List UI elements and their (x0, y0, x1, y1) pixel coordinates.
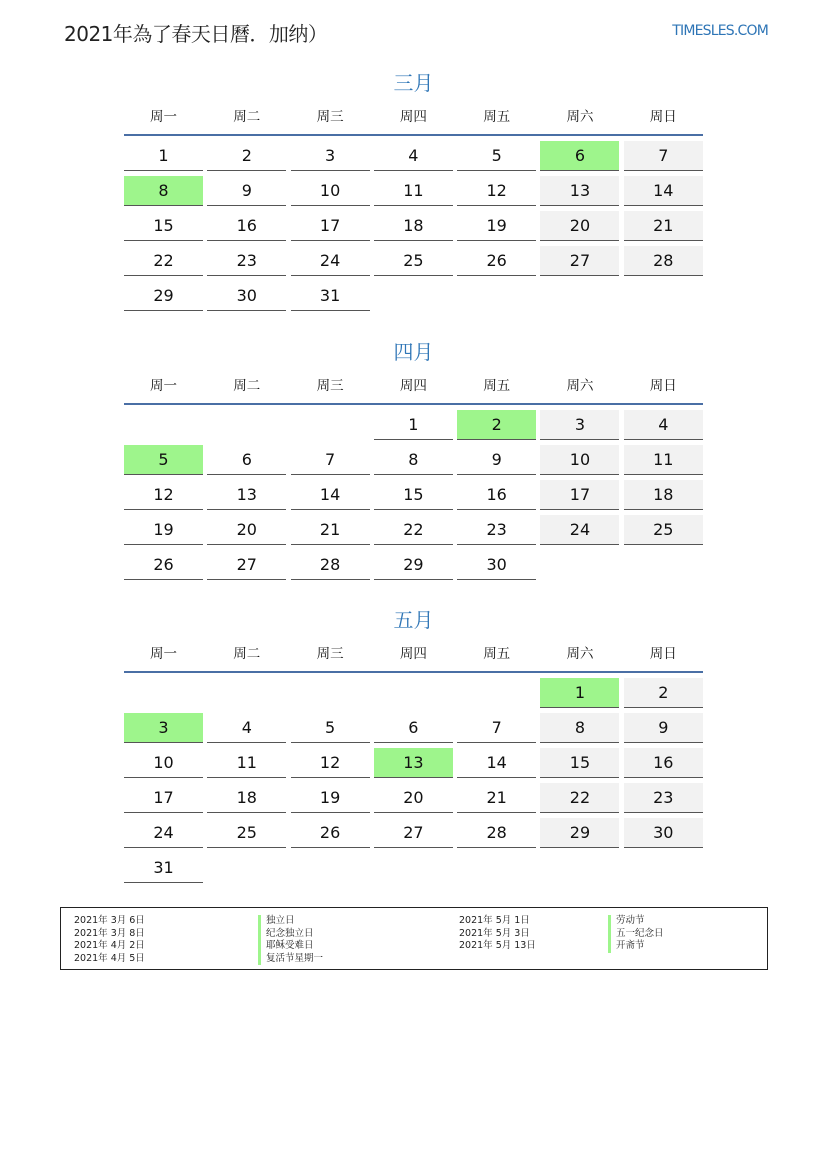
day-cell (374, 211, 453, 241)
day-number: 22 (540, 783, 619, 813)
day-number: 13 (540, 176, 619, 206)
month-title: 四月 (393, 340, 434, 364)
legend-right-names (608, 915, 664, 953)
day-number: 23 (207, 246, 286, 276)
day-cell (291, 246, 370, 276)
weekday-label: 周六 (566, 378, 594, 394)
day-number: 3 (291, 141, 370, 171)
day-cell (124, 853, 203, 883)
empty-cell (291, 410, 370, 440)
holiday-legend (60, 907, 768, 970)
weekday-label: 周四 (399, 378, 427, 394)
weekday-label: 周三 (316, 646, 344, 662)
day-number: 22 (124, 246, 203, 276)
day-cell (624, 445, 703, 475)
day-number: 12 (457, 176, 536, 206)
weekday-label: 周一 (150, 109, 177, 125)
day-number: 27 (540, 246, 619, 276)
day-cell (540, 783, 619, 813)
day-number: 26 (291, 818, 370, 848)
day-number: 9 (207, 176, 286, 206)
day-cell (207, 211, 286, 241)
day-number: 31 (291, 281, 370, 311)
day-cell (124, 748, 203, 778)
day-cell (374, 783, 453, 813)
day-number: 29 (374, 550, 453, 580)
day-cell (540, 818, 619, 848)
legend-date: 2021年 5月 3日 (459, 927, 530, 939)
legend-left-dates (74, 915, 145, 965)
weekday-label: 周二 (233, 109, 261, 125)
header-divider (124, 134, 703, 136)
day-number: 18 (624, 480, 703, 510)
day-grid (124, 141, 703, 311)
day-number: 13 (207, 480, 286, 510)
day-number: 21 (291, 515, 370, 545)
day-number: 15 (540, 748, 619, 778)
day-cell (374, 246, 453, 276)
day-number: 2 (207, 141, 286, 171)
day-number: 20 (207, 515, 286, 545)
day-cell (291, 818, 370, 848)
day-number: 19 (124, 515, 203, 545)
day-cell (374, 480, 453, 510)
day-cell (624, 783, 703, 813)
day-cell (124, 480, 203, 510)
day-number: 19 (457, 211, 536, 241)
day-number: 7 (457, 713, 536, 743)
day-cell (374, 748, 453, 778)
day-number: 27 (207, 550, 286, 580)
day-cell (124, 211, 203, 241)
month-title: 五月 (393, 608, 434, 632)
day-number: 31 (124, 853, 203, 883)
day-cell (207, 783, 286, 813)
day-cell (540, 445, 619, 475)
day-cell (207, 713, 286, 743)
day-cell (124, 176, 203, 206)
day-number: 2 (624, 678, 703, 708)
legend-holiday-name: 开斋节 (608, 940, 664, 953)
day-cell (207, 281, 286, 311)
weekday-header-row (124, 371, 703, 401)
day-number: 16 (457, 480, 536, 510)
weekday-header-row (124, 639, 703, 669)
day-cell (124, 445, 203, 475)
day-cell (457, 748, 536, 778)
empty-cell (207, 410, 286, 440)
site-link[interactable]: TIMESLES.COM (672, 23, 768, 39)
day-number: 4 (207, 713, 286, 743)
weekday-label: 周三 (316, 378, 344, 394)
day-cell (207, 445, 286, 475)
day-cell (540, 211, 619, 241)
day-cell (624, 678, 703, 708)
weekday-label: 周二 (233, 646, 261, 662)
legend-holiday-name: 劳动节 (608, 915, 664, 928)
weekday-label: 周六 (566, 109, 594, 125)
day-number: 24 (124, 818, 203, 848)
day-number: 25 (624, 515, 703, 545)
month-march (124, 68, 703, 311)
legend-right-dates (459, 915, 536, 953)
day-number: 8 (540, 713, 619, 743)
day-cell (540, 176, 619, 206)
day-cell (457, 713, 536, 743)
day-number: 4 (374, 141, 453, 171)
day-number: 25 (207, 818, 286, 848)
holiday-day-number: 6 (540, 141, 619, 171)
day-cell (457, 410, 536, 440)
day-number: 5 (291, 713, 370, 743)
day-number: 20 (540, 211, 619, 241)
day-cell (457, 176, 536, 206)
day-cell (624, 410, 703, 440)
header-divider (124, 403, 703, 405)
day-cell (291, 445, 370, 475)
day-cell (374, 818, 453, 848)
day-cell (207, 141, 286, 171)
day-cell (624, 748, 703, 778)
month-april (124, 337, 703, 580)
weekday-label: 周四 (399, 646, 427, 662)
day-cell (124, 818, 203, 848)
holiday-day-number: 5 (124, 445, 203, 475)
day-cell (124, 550, 203, 580)
holiday-day-number: 1 (540, 678, 619, 708)
weekday-label: 周六 (566, 646, 594, 662)
day-cell (374, 176, 453, 206)
page-title: 2021年為了春天日曆．加纳） (64, 22, 328, 46)
day-cell (540, 748, 619, 778)
day-cell (624, 818, 703, 848)
day-number: 4 (624, 410, 703, 440)
day-cell (374, 550, 453, 580)
day-number: 30 (457, 550, 536, 580)
day-cell (624, 515, 703, 545)
day-cell (374, 515, 453, 545)
legend-date: 2021年 4月 2日 (74, 940, 145, 951)
day-cell (457, 445, 536, 475)
legend-holiday-name: 复活节星期一 (258, 953, 323, 966)
legend-holiday-name: 独立日 (258, 915, 323, 928)
holiday-day-number: 13 (374, 748, 453, 778)
day-cell (540, 141, 619, 171)
day-number: 10 (540, 445, 619, 475)
day-cell (207, 748, 286, 778)
day-cell (374, 410, 453, 440)
holiday-day-number: 2 (457, 410, 536, 440)
empty-cell (374, 678, 453, 708)
weekday-label: 周日 (649, 646, 677, 662)
day-cell (374, 445, 453, 475)
weekday-label: 周三 (316, 109, 344, 125)
day-cell (291, 281, 370, 311)
day-cell (624, 480, 703, 510)
day-number: 3 (540, 410, 619, 440)
weekday-label: 周一 (150, 378, 177, 394)
day-number: 21 (624, 211, 703, 241)
day-number: 15 (124, 211, 203, 241)
legend-holiday-name: 纪念独立日 (258, 928, 323, 941)
legend-date: 2021年 5月 1日 (459, 915, 530, 926)
day-cell (457, 550, 536, 580)
day-cell (291, 211, 370, 241)
weekday-label: 周一 (150, 646, 177, 662)
day-cell (124, 783, 203, 813)
day-cell (540, 515, 619, 545)
day-cell (291, 176, 370, 206)
day-grid (124, 410, 703, 580)
day-cell (457, 818, 536, 848)
empty-cell (457, 678, 536, 708)
day-cell (624, 141, 703, 171)
day-number: 14 (624, 176, 703, 206)
day-number: 24 (540, 515, 619, 545)
day-number: 27 (374, 818, 453, 848)
day-cell (124, 713, 203, 743)
day-number: 28 (457, 818, 536, 848)
day-cell (374, 713, 453, 743)
day-number: 26 (124, 550, 203, 580)
weekday-label: 周四 (399, 109, 427, 125)
day-number: 22 (374, 515, 453, 545)
day-number: 11 (374, 176, 453, 206)
day-cell (457, 211, 536, 241)
day-number: 18 (374, 211, 453, 241)
day-number: 14 (457, 748, 536, 778)
day-cell (624, 176, 703, 206)
weekday-label: 周日 (649, 109, 677, 125)
day-number: 9 (624, 713, 703, 743)
empty-cell (124, 410, 203, 440)
day-number: 20 (374, 783, 453, 813)
day-number: 29 (124, 281, 203, 311)
day-cell (624, 211, 703, 241)
day-cell (207, 515, 286, 545)
day-cell (540, 678, 619, 708)
day-cell (457, 783, 536, 813)
holiday-day-number: 3 (124, 713, 203, 743)
day-cell (291, 713, 370, 743)
weekday-label: 周二 (233, 378, 261, 394)
day-cell (624, 713, 703, 743)
day-number: 30 (207, 281, 286, 311)
day-cell (124, 246, 203, 276)
day-number: 28 (291, 550, 370, 580)
legend-date: 2021年 3月 6日 (74, 915, 145, 926)
day-cell (207, 818, 286, 848)
day-cell (457, 246, 536, 276)
day-cell (374, 141, 453, 171)
day-number: 19 (291, 783, 370, 813)
day-number: 12 (124, 480, 203, 510)
day-cell (291, 783, 370, 813)
day-number: 23 (624, 783, 703, 813)
day-cell (457, 480, 536, 510)
empty-cell (124, 678, 203, 708)
day-number: 12 (291, 748, 370, 778)
holiday-day-number: 8 (124, 176, 203, 206)
empty-cell (207, 678, 286, 708)
day-number: 11 (207, 748, 286, 778)
day-grid (124, 678, 703, 883)
day-cell (207, 480, 286, 510)
legend-holiday-name: 五一纪念日 (608, 928, 664, 941)
day-number: 1 (374, 410, 453, 440)
legend-left-names (258, 915, 323, 965)
legend-holiday-name: 耶稣受难日 (258, 940, 323, 953)
month-may (124, 605, 703, 883)
day-cell (291, 748, 370, 778)
day-number: 28 (624, 246, 703, 276)
day-number: 26 (457, 246, 536, 276)
day-number: 7 (624, 141, 703, 171)
day-number: 10 (124, 748, 203, 778)
day-number: 18 (207, 783, 286, 813)
day-number: 29 (540, 818, 619, 848)
day-cell (291, 141, 370, 171)
day-cell (207, 246, 286, 276)
day-number: 9 (457, 445, 536, 475)
day-cell (457, 141, 536, 171)
day-number: 15 (374, 480, 453, 510)
day-cell (207, 176, 286, 206)
day-cell (124, 141, 203, 171)
day-number: 14 (291, 480, 370, 510)
day-number: 30 (624, 818, 703, 848)
day-cell (291, 515, 370, 545)
day-number: 21 (457, 783, 536, 813)
day-cell (124, 515, 203, 545)
day-number: 23 (457, 515, 536, 545)
header-divider (124, 671, 703, 673)
day-cell (540, 246, 619, 276)
day-cell (540, 410, 619, 440)
day-cell (540, 713, 619, 743)
day-number: 1 (124, 141, 203, 171)
day-number: 11 (624, 445, 703, 475)
day-number: 6 (374, 713, 453, 743)
weekday-label: 周日 (649, 378, 677, 394)
day-number: 16 (207, 211, 286, 241)
weekday-label: 周五 (483, 109, 511, 125)
day-cell (291, 550, 370, 580)
day-number: 17 (291, 211, 370, 241)
day-cell (291, 480, 370, 510)
day-number: 10 (291, 176, 370, 206)
legend-date: 2021年 4月 5日 (74, 952, 145, 964)
day-number: 6 (207, 445, 286, 475)
day-number: 24 (291, 246, 370, 276)
day-number: 17 (540, 480, 619, 510)
legend-date: 2021年 5月 13日 (459, 940, 536, 951)
month-title: 三月 (393, 71, 434, 95)
day-cell (624, 246, 703, 276)
day-number: 17 (124, 783, 203, 813)
day-cell (207, 550, 286, 580)
legend-date: 2021年 3月 8日 (74, 927, 145, 939)
day-cell (540, 480, 619, 510)
day-number: 8 (374, 445, 453, 475)
day-number: 25 (374, 246, 453, 276)
weekday-label: 周五 (483, 646, 511, 662)
day-cell (124, 281, 203, 311)
empty-cell (291, 678, 370, 708)
weekday-header-row (124, 102, 703, 132)
weekday-label: 周五 (483, 378, 511, 394)
day-number: 7 (291, 445, 370, 475)
day-cell (457, 515, 536, 545)
day-number: 16 (624, 748, 703, 778)
day-number: 5 (457, 141, 536, 171)
